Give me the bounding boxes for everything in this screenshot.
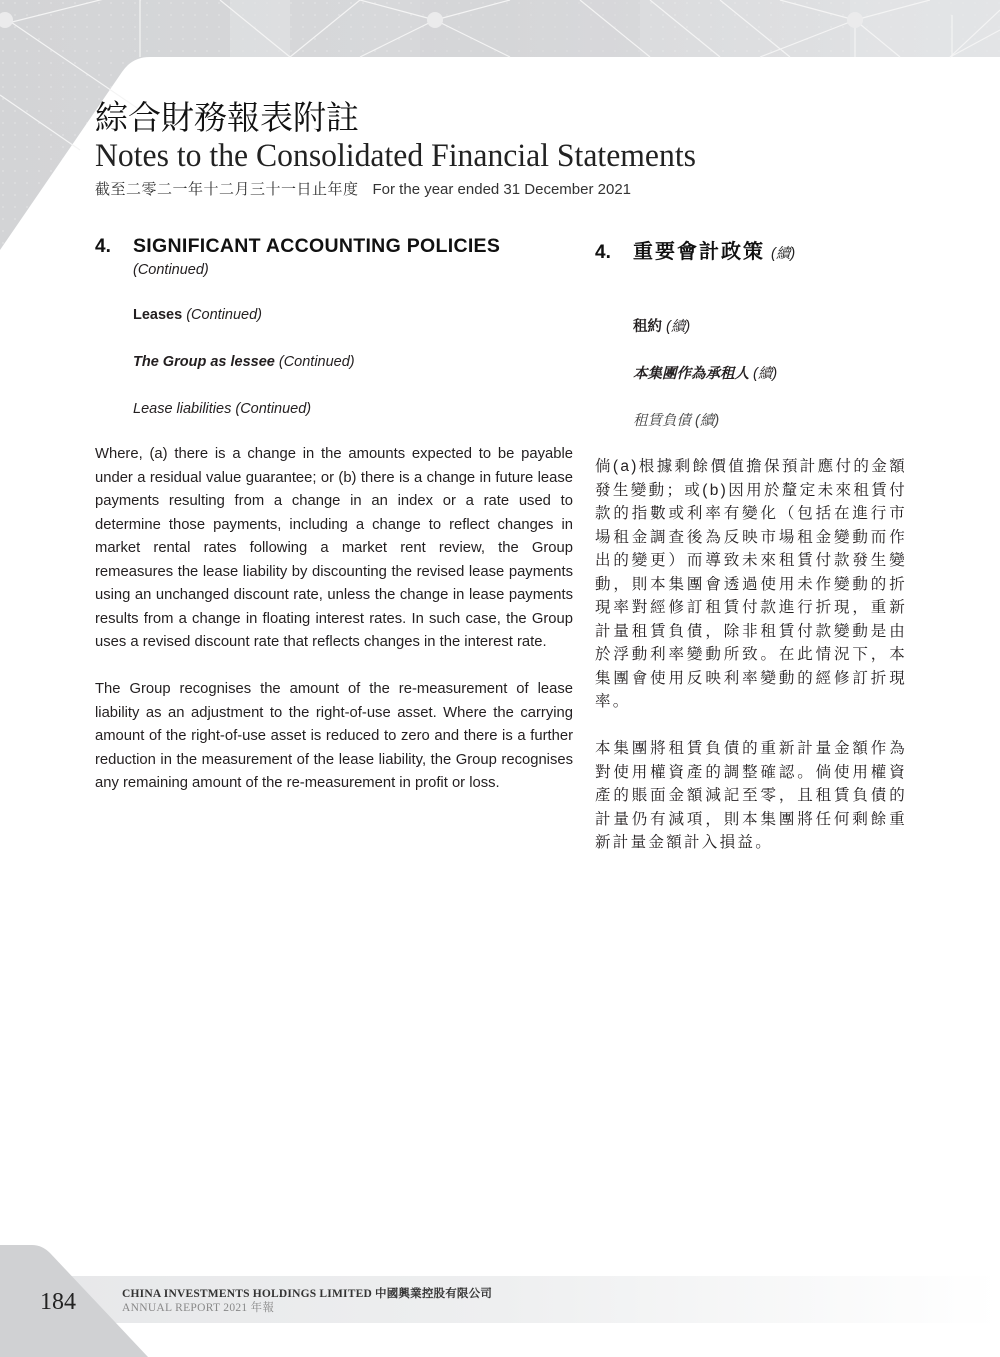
footer-company-name: CHINA INVESTMENTS HOLDINGS LIMITED 中國興業控股有限公司	[122, 1288, 493, 1300]
page-title-chinese: 綜合財務報表附註	[95, 98, 359, 137]
section-heading-chinese	[595, 235, 907, 264]
subheading-leases	[133, 305, 573, 325]
paragraph-recognition-chinese: 本集團將租賃負債的重新計量金額作為對使用權資產的調整確認。倘使用權資產的賬面金額減記至零，且租賃負債的計量仍有減項，則本集團將任何剩餘重新計量金額計入損益。	[595, 740, 907, 851]
footer-report-title: ANNUAL REPORT 2021 年報	[122, 1302, 275, 1314]
subheading-lease-liabilities-chinese: 租賃負債 (續)	[633, 413, 720, 429]
page-number: 184	[40, 1289, 76, 1315]
subheading-leases-chinese	[633, 317, 907, 337]
section-number: 4.	[95, 236, 111, 257]
reporting-period-english: For the year ended 31 December 2021	[372, 181, 632, 198]
section-continued: (Continued)	[133, 262, 209, 278]
subheading-group-as-lessee-continued-chinese: (續)	[753, 366, 778, 382]
subheading-leases-continued: (Continued)	[186, 307, 262, 323]
subheading-leases-title: Leases	[133, 307, 183, 323]
subheading-lease-liabilities: Lease liabilities (Continued)	[133, 401, 312, 417]
paragraph-remeasurement: Where, (a) there is a change in the amounts expected to be payable under a residual value guarantee; or (b) there is a change in future lease payments resulting from a change in an index or a rate used to determine those payments, including a change to reflect changes in market rental rates following a market rent review, the Group remeasures the lease liability by discounting the revised lease payments using an unchanged discount rate, unless the change in lease payments results from a change in floating interest rates. In such case, the Group uses a revised discount rate that reflects changes in the interest rate.	[95, 446, 573, 650]
paragraph-recognition: The Group recognises the amount of the re-measurement of lease liability as an adjustment to the right-of-use asset. Where the carrying amount of the right-of-use asset is reduced to zero and there is a further reduction in the measurement of the lease liability, the Group recognises any remaining amount of the re-measurement in profit or loss.	[95, 681, 573, 791]
reporting-period-chinese: 截至二零二一年十二月三十一日止年度	[95, 181, 359, 198]
section-title-chinese: 重要會計政策	[633, 241, 765, 263]
chinese-column	[595, 235, 907, 855]
english-column	[95, 235, 573, 796]
page-title-english: Notes to the Consolidated Financial Statements	[95, 138, 696, 174]
section-number-chinese: 4.	[595, 242, 611, 263]
section-continued-chinese: (續)	[771, 246, 796, 262]
subheading-group-as-lessee	[133, 352, 573, 372]
paragraph-remeasurement-chinese: 倘(a)根據剩餘價值擔保預計應付的金額發生變動；或(b)因用於釐定未來租賃付款的指數或利率有變化（包括在進行市場租金調查後為反映市場租金變動而作出的變更）而導致未來租賃付款發生變動，則本集團會透過使用未作變動的折現率對經修訂租賃付款進行折現，重新計量租賃負債，除非租賃付款變動是由於浮動利率變動所致。在此情況下，本集團會使用反映利率變動的經修訂折現率。	[595, 458, 907, 710]
subheading-group-as-lessee-title-chinese: 本集團作為承租人	[633, 366, 749, 382]
reporting-period	[95, 180, 631, 200]
subheading-leases-continued-chinese: (續)	[666, 319, 691, 335]
subheading-group-as-lessee-title: The Group as lessee	[133, 354, 275, 370]
section-heading-english	[95, 235, 573, 258]
subheading-leases-title-chinese: 租約	[633, 319, 662, 335]
subheading-group-as-lessee-chinese	[633, 364, 907, 384]
section-title: SIGNIFICANT ACCOUNTING POLICIES	[133, 235, 501, 257]
subheading-group-as-lessee-continued: (Continued)	[278, 354, 355, 370]
